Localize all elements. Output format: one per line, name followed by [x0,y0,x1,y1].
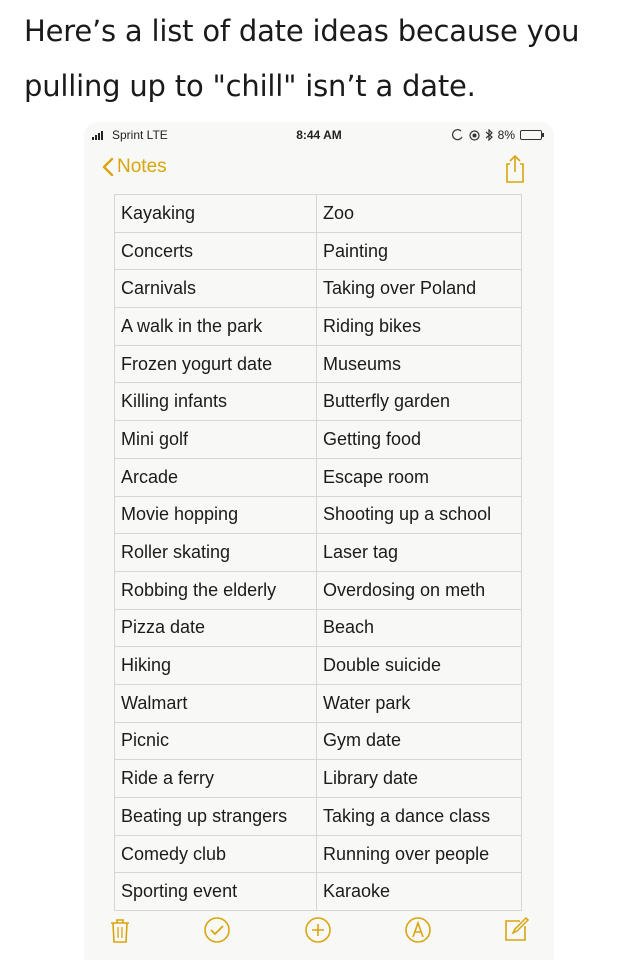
back-label: Notes [117,156,167,177]
table-row [114,760,522,798]
notes-screenshot [84,122,554,960]
table-cell[interactable]: Picnic [114,723,317,760]
table-cell[interactable]: Taking a dance class [317,798,522,835]
table-row [114,534,522,572]
table-cell[interactable]: Taking over Poland [317,270,522,307]
table-row [114,610,522,648]
table-cell[interactable]: Roller skating [114,534,317,571]
table-row [114,497,522,535]
table-cell[interactable]: Running over people [317,836,522,873]
compose-icon[interactable] [502,916,530,944]
post-caption [24,4,624,114]
table-cell[interactable]: Getting food [317,421,522,458]
checkmark-icon[interactable] [203,916,231,944]
table-row [114,421,522,459]
table-row [114,459,522,497]
table-row [114,647,522,685]
table-row [114,836,522,874]
table-cell[interactable]: Beating up strangers [114,798,317,835]
table-cell[interactable]: Riding bikes [317,308,522,345]
table-cell[interactable]: Sporting event [114,873,317,910]
share-icon[interactable] [504,154,526,184]
table-cell[interactable]: Double suicide [317,647,522,684]
battery-icon [520,130,542,140]
table-cell[interactable]: Water park [317,685,522,722]
table-cell[interactable]: Overdosing on meth [317,572,522,609]
table-row [114,346,522,384]
table-row [114,873,522,911]
add-icon[interactable] [304,916,332,944]
table-row [114,572,522,610]
table-row [114,233,522,271]
back-button[interactable] [102,156,167,178]
table-cell[interactable]: Kayaking [114,195,317,232]
battery-percent: 8% [497,128,515,142]
table-cell[interactable]: Hiking [114,647,317,684]
table-cell[interactable]: Killing infants [114,383,317,420]
table-cell[interactable]: Comedy club [114,836,317,873]
clock: 8:44 AM [296,128,342,142]
table-cell[interactable]: Mini golf [114,421,317,458]
table-cell[interactable]: Museums [317,346,522,383]
table-row [114,723,522,761]
table-row [114,798,522,836]
table-cell[interactable]: Concerts [114,233,317,270]
table-cell[interactable]: Painting [317,233,522,270]
table-row [114,270,522,308]
table-cell[interactable]: Shooting up a school [317,497,522,534]
bottom-toolbar [84,912,554,952]
table-cell[interactable]: Arcade [114,459,317,496]
table-cell[interactable]: Butterfly garden [317,383,522,420]
table-row [114,195,522,233]
table-row [114,685,522,723]
table-cell[interactable]: Library date [317,760,522,797]
table-cell[interactable]: Escape room [317,459,522,496]
table-cell[interactable]: A walk in the park [114,308,317,345]
caption-line-2: pulling up to "chill" isn’t a date. [24,69,476,103]
location-icon [469,130,480,141]
table-cell[interactable]: Carnivals [114,270,317,307]
note-table [114,194,522,911]
caption-line-1: Here’s a list of date ideas because you [24,14,580,48]
trash-icon[interactable] [106,916,134,944]
table-cell[interactable]: Gym date [317,723,522,760]
table-cell[interactable]: Zoo [317,195,522,232]
table-row [114,383,522,421]
chevron-left-icon [102,157,114,177]
bluetooth-icon [485,129,493,141]
table-cell[interactable]: Karaoke [317,873,522,910]
table-cell[interactable]: Movie hopping [114,497,317,534]
table-cell[interactable]: Laser tag [317,534,522,571]
table-cell[interactable]: Robbing the elderly [114,572,317,609]
table-cell[interactable]: Ride a ferry [114,760,317,797]
orientation-lock-icon [452,129,464,141]
table-cell[interactable]: Pizza date [114,610,317,647]
table-row [114,308,522,346]
table-cell[interactable]: Walmart [114,685,317,722]
table-cell[interactable]: Frozen yogurt date [114,346,317,383]
nav-bar [84,152,554,192]
markup-icon[interactable] [404,916,432,944]
status-indicators [452,128,542,142]
status-bar [84,122,554,148]
carrier-label: Sprint LTE [112,128,168,142]
table-cell[interactable]: Beach [317,610,522,647]
